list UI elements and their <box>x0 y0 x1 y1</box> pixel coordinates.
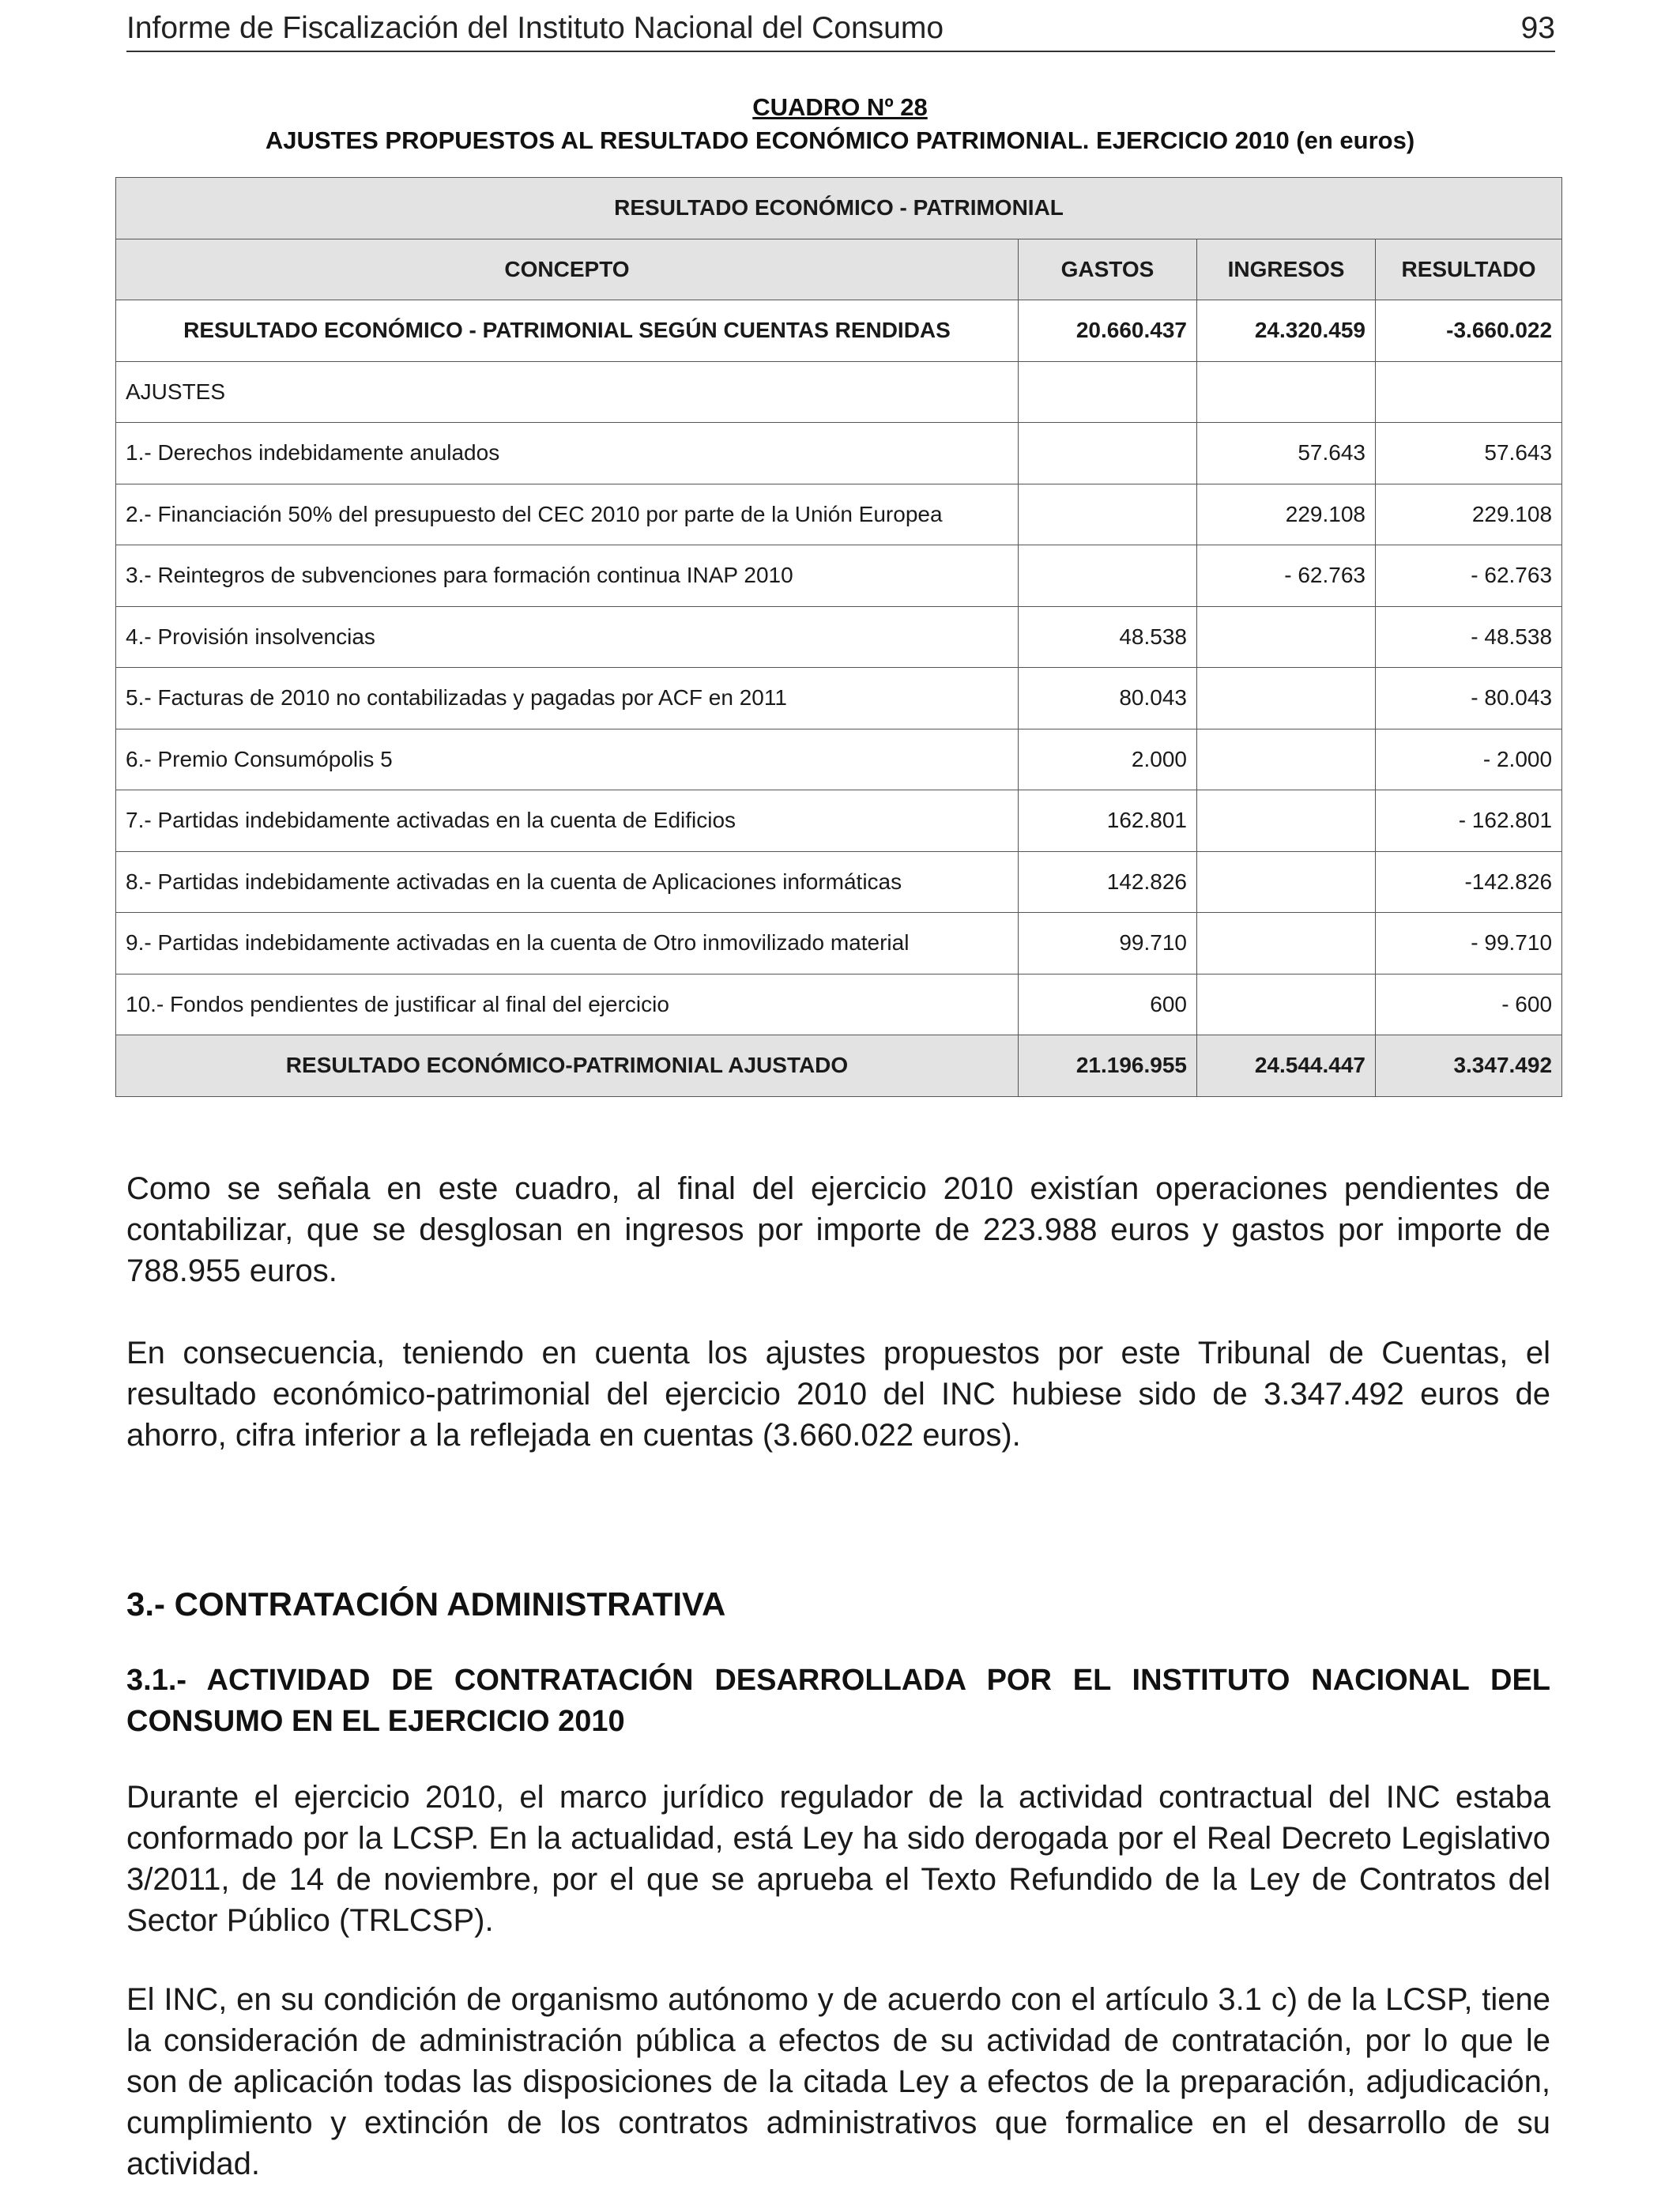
column-header-ingresos: INGRESOS <box>1197 239 1376 300</box>
subsection-heading: 3.1.- ACTIVIDAD DE CONTRATACIÓN DESARROLLADA POR EL INSTITUTO NACIONAL DEL CONSUMO EN EL EJERCICIO 2010 <box>126 1664 1550 1738</box>
ajustes-ingresos-empty <box>1197 361 1376 423</box>
table-row <box>116 484 1562 545</box>
row-gastos <box>1019 484 1197 545</box>
table-row <box>116 606 1562 668</box>
adjustments-table-container <box>115 177 1561 1097</box>
total-ingresos: 24.544.447 <box>1197 1035 1376 1097</box>
paragraph-legal-framework: Durante el ejercicio 2010, el marco jurídico regulador de la actividad contractual del INC estaba conformado por la LCSP. En la actualidad, está Ley ha sido derogada por el Real Decreto Legislativo 3/2011, de 14 de noviembre, por el que se aprueba el Texto Refundido de la Ley de Contratos del Sector Público (TRLCSP). <box>126 1780 1550 1938</box>
adjustments-table <box>115 177 1562 1097</box>
row-gastos: 600 <box>1019 974 1197 1035</box>
row-resultado: - 99.710 <box>1376 913 1562 974</box>
row-ingresos <box>1197 729 1376 790</box>
row-concepto: 6.- Premio Consumópolis 5 <box>116 729 1019 790</box>
report-title: Informe de Fiscalización del Instituto Nacional del Consumo <box>126 11 944 45</box>
ajustes-label-row <box>116 361 1562 423</box>
total-gastos: 21.196.955 <box>1019 1035 1197 1097</box>
table-number: CUADRO Nº 28 <box>752 93 928 121</box>
row-resultado: - 2.000 <box>1376 729 1562 790</box>
table-row <box>116 545 1562 607</box>
table-row <box>116 423 1562 484</box>
initial-concepto: RESULTADO ECONÓMICO - PATRIMONIAL SEGÚN CUENTAS RENDIDAS <box>116 300 1019 362</box>
column-header-resultado: RESULTADO <box>1376 239 1562 300</box>
paragraph-inc-status: El INC, en su condición de organismo autónomo y de acuerdo con el artículo 3.1 c) de la LCSP, tiene la consideración de administración pública a efectos de su actividad de contratación, por lo que le son de aplicación todas las disposiciones de la citada Ley a efectos de la preparación, adjudicación, cumplimiento y extinción de los contratos administrativos que formalice en el desarrollo de su actividad. <box>126 1982 1550 2181</box>
table-row <box>116 668 1562 729</box>
total-concepto: RESULTADO ECONÓMICO-PATRIMONIAL AJUSTADO <box>116 1035 1019 1097</box>
total-result-row <box>116 1035 1562 1097</box>
row-resultado: - 162.801 <box>1376 790 1562 852</box>
initial-ingresos: 24.320.459 <box>1197 300 1376 362</box>
row-concepto: 4.- Provisión insolvencias <box>116 606 1019 668</box>
page-number: 93 <box>1520 11 1555 45</box>
row-resultado: - 62.763 <box>1376 545 1562 607</box>
row-gastos <box>1019 423 1197 484</box>
total-resultado: 3.347.492 <box>1376 1035 1562 1097</box>
initial-gastos: 20.660.437 <box>1019 300 1197 362</box>
row-resultado: 57.643 <box>1376 423 1562 484</box>
row-ingresos: - 62.763 <box>1197 545 1376 607</box>
column-header-concepto: CONCEPTO <box>116 239 1019 300</box>
row-concepto: 1.- Derechos indebidamente anulados <box>116 423 1019 484</box>
row-ingresos <box>1197 913 1376 974</box>
row-gastos: 162.801 <box>1019 790 1197 852</box>
row-concepto: 10.- Fondos pendientes de justificar al final del ejercicio <box>116 974 1019 1035</box>
row-resultado: - 600 <box>1376 974 1562 1035</box>
initial-resultado: -3.660.022 <box>1376 300 1562 362</box>
column-header-gastos: GASTOS <box>1019 239 1197 300</box>
row-ingresos <box>1197 790 1376 852</box>
section-heading: 3.- CONTRATACIÓN ADMINISTRATIVA <box>126 1585 726 1623</box>
initial-result-row <box>116 300 1562 362</box>
row-resultado: - 48.538 <box>1376 606 1562 668</box>
row-gastos <box>1019 545 1197 607</box>
row-resultado: -142.826 <box>1376 851 1562 913</box>
row-gastos: 80.043 <box>1019 668 1197 729</box>
row-ingresos <box>1197 606 1376 668</box>
table-row <box>116 913 1562 974</box>
table-header-row <box>116 239 1562 300</box>
row-resultado: 229.108 <box>1376 484 1562 545</box>
row-gastos: 2.000 <box>1019 729 1197 790</box>
ajustes-resultado-empty <box>1376 361 1562 423</box>
row-concepto: 2.- Financiación 50% del presupuesto del CEC 2010 por parte de la Unión Europea <box>116 484 1019 545</box>
table-row <box>116 974 1562 1035</box>
row-resultado: - 80.043 <box>1376 668 1562 729</box>
ajustes-label: AJUSTES <box>116 361 1019 423</box>
table-super-header-row <box>116 178 1562 239</box>
row-concepto: 5.- Facturas de 2010 no contabilizadas y pagadas por ACF en 2011 <box>116 668 1019 729</box>
paragraph-pending-operations: Como se señala en este cuadro, al final del ejercicio 2010 existían operaciones pendientes de contabilizar, que se desglosan en ingresos por importe de 223.988 euros y gastos por importe de 788.955 euros. <box>126 1171 1550 1288</box>
row-gastos: 99.710 <box>1019 913 1197 974</box>
ajustes-gastos-empty <box>1019 361 1197 423</box>
table-row <box>116 790 1562 852</box>
row-concepto: 3.- Reintegros de subvenciones para formación continua INAP 2010 <box>116 545 1019 607</box>
running-header <box>126 6 1555 52</box>
super-header-cell: RESULTADO ECONÓMICO - PATRIMONIAL <box>116 178 1562 239</box>
paragraph-adjusted-result: En consecuencia, teniendo en cuenta los ajustes propuestos por este Tribunal de Cuentas, el resultado económico-patrimonial del ejercicio 2010 del INC hubiese sido de 3.347.492 euros de ahorro, cifra inferior a la reflejada en cuentas (3.660.022 euros). <box>126 1336 1550 1453</box>
row-ingresos: 57.643 <box>1197 423 1376 484</box>
row-concepto: 8.- Partidas indebidamente activadas en la cuenta de Aplicaciones informáticas <box>116 851 1019 913</box>
row-gastos: 48.538 <box>1019 606 1197 668</box>
row-concepto: 9.- Partidas indebidamente activadas en la cuenta de Otro inmovilizado material <box>116 913 1019 974</box>
row-gastos: 142.826 <box>1019 851 1197 913</box>
row-ingresos <box>1197 668 1376 729</box>
table-row <box>116 851 1562 913</box>
row-concepto: 7.- Partidas indebidamente activadas en la cuenta de Edificios <box>116 790 1019 852</box>
table-row <box>116 729 1562 790</box>
row-ingresos: 229.108 <box>1197 484 1376 545</box>
table-title: AJUSTES PROPUESTOS AL RESULTADO ECONÓMICO PATRIMONIAL. EJERCICIO 2010 (en euros) <box>265 126 1415 154</box>
row-ingresos <box>1197 974 1376 1035</box>
row-ingresos <box>1197 851 1376 913</box>
